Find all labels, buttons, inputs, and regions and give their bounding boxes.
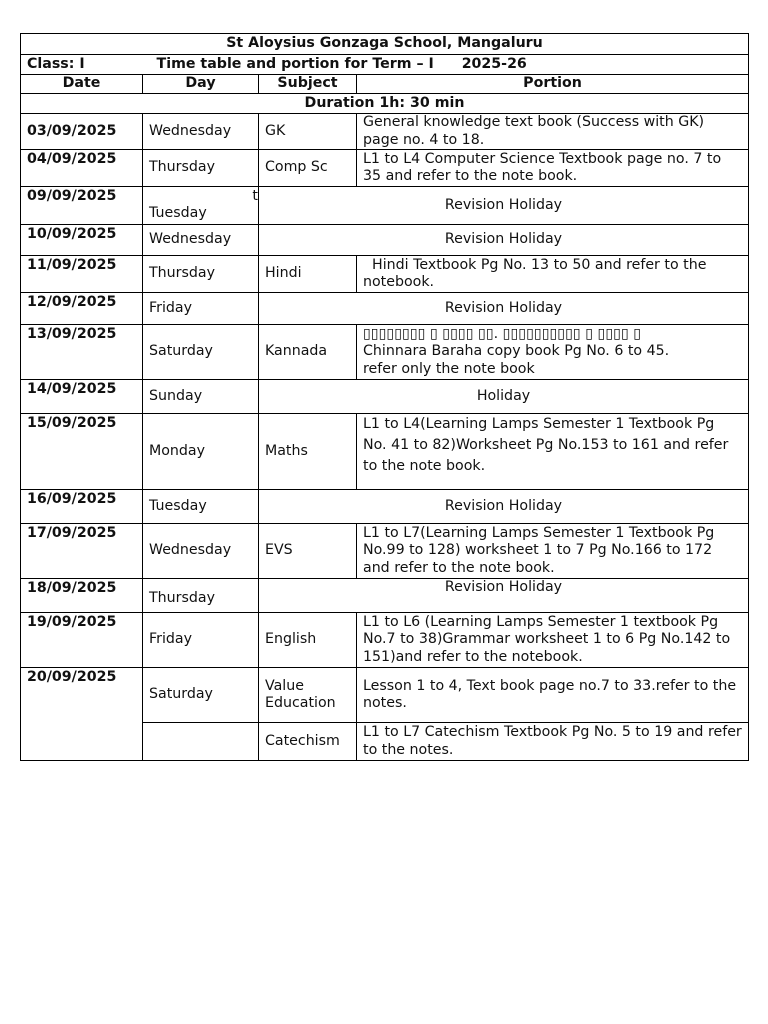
day-cell: Monday [143,414,259,490]
table-row [21,114,749,150]
date-cell: 16/09/2025 [21,490,143,524]
timetable [20,33,749,761]
day-cell: Wednesday [143,524,259,579]
table-row [21,524,749,579]
subject-cell: English [259,613,357,668]
subject-cell: Hindi [259,256,357,293]
timetable-title: Time table and portion for Term – I [156,55,434,72]
portion-cell: L1 to L4 Computer Science Textbook page no. 7 to 35 and refer to the note book. [357,150,749,187]
header-date: Date [21,75,143,94]
table-row [21,613,749,668]
subject-cell: Comp Sc [259,150,357,187]
date-cell: 15/09/2025 [21,414,143,490]
portion-line: refer only the note book [363,360,535,377]
subject-cell: Kannada [259,325,357,380]
date-cell: 09/09/2025 [21,187,143,225]
date-cell: 13/09/2025 [21,325,143,380]
merged-cell: Revision Holiday [259,490,749,524]
portion-cell: Lesson 1 to 4, Text book page no.7 to 33.refer to the notes. [357,668,749,723]
day-cell: Friday [143,293,259,325]
merged-cell: Holiday [259,380,749,414]
portion-cell: L1 to L6 (Learning Lamps Semester 1 textbook Pg No.7 to 38)Grammar worksheet 1 to 6 Pg No.142 to 151)and refer to the notebook. [357,613,749,668]
day-cell: Wednesday [143,114,259,150]
day-cell: Sunday [143,380,259,414]
date-cell: 03/09/2025 [21,114,143,150]
stray-mark: t [252,188,258,205]
day-cell: Thursday [143,150,259,187]
date-cell: 14/09/2025 [21,380,143,414]
day-cell: Friday [143,613,259,668]
portion-cell: Hindi Textbook Pg No. 13 to 50 and refer to the notebook. [357,256,749,293]
merged-cell: Revision Holiday [259,187,749,225]
merged-cell: Revision Holiday [259,293,749,325]
subject-cell: GK [259,114,357,150]
table-row [21,325,749,380]
date-cell: 17/09/2025 [21,524,143,579]
portion-cell: L1 to L4(Learning Lamps Semester 1 Textbook Pg No. 41 to 82)Worksheet Pg No.153 to 161 and refer to the note book. [357,414,749,490]
date-cell: 11/09/2025 [21,256,143,293]
table-row [21,414,749,490]
subject-cell: Value Education [259,668,357,723]
date-cell: 10/09/2025 [21,225,143,256]
school-name: St Aloysius Gonzaga School, Mangaluru [21,34,749,55]
academic-year: 2025-26 [461,55,527,72]
portion-line-kannada: ▯▯▯▯▯▯▯▯ ▯ ▯▯▯▯ ▯▯. ▯▯▯▯▯▯▯▯▯▯ ▯ ▯▯▯▯ ▯ [363,325,642,342]
header-portion: Portion [357,75,749,94]
header-day: Day [143,75,259,94]
subject-cell: Catechism [259,723,357,761]
table-row [21,293,749,325]
portion-cell [357,325,749,380]
table-row [21,579,749,613]
day-label: Tuesday [149,205,207,222]
table-row [21,187,749,225]
day-cell: Saturday [143,325,259,380]
day-cell: Wednesday [143,225,259,256]
table-row [21,490,749,524]
day-cell [143,187,259,225]
subject-cell: EVS [259,524,357,579]
duration: Duration 1h: 30 min [21,94,749,114]
column-headers [21,75,749,94]
header-subject: Subject [259,75,357,94]
day-cell-empty [143,723,259,761]
class-title-row [21,55,749,75]
table-row [21,150,749,187]
merged-cell: Revision Holiday [259,579,749,613]
date-cell: 18/09/2025 [21,579,143,613]
date-cell: 12/09/2025 [21,293,143,325]
date-cell: 20/09/2025 [21,668,143,761]
table-row [21,225,749,256]
portion-line: Chinnara Baraha copy book Pg No. 6 to 45. [363,343,670,360]
merged-cell: Revision Holiday [259,225,749,256]
day-cell: Thursday [143,579,259,613]
portion-cell: General knowledge text book (Success with GK) page no. 4 to 18. [357,114,749,150]
day-cell: Tuesday [143,490,259,524]
table-row [21,668,749,723]
date-cell: 04/09/2025 [21,150,143,187]
subject-cell: Maths [259,414,357,490]
day-cell: Saturday [143,668,259,723]
table-row [21,380,749,414]
date-cell: 19/09/2025 [21,613,143,668]
portion-cell: L1 to L7 Catechism Textbook Pg No. 5 to 19 and refer to the notes. [357,723,749,761]
day-cell: Thursday [143,256,259,293]
portion-cell: L1 to L7(Learning Lamps Semester 1 Textbook Pg No.99 to 128) worksheet 1 to 7 Pg No.166 to 172 and refer to the note book. [357,524,749,579]
class-label: Class: I [27,55,85,72]
table-row [21,256,749,293]
